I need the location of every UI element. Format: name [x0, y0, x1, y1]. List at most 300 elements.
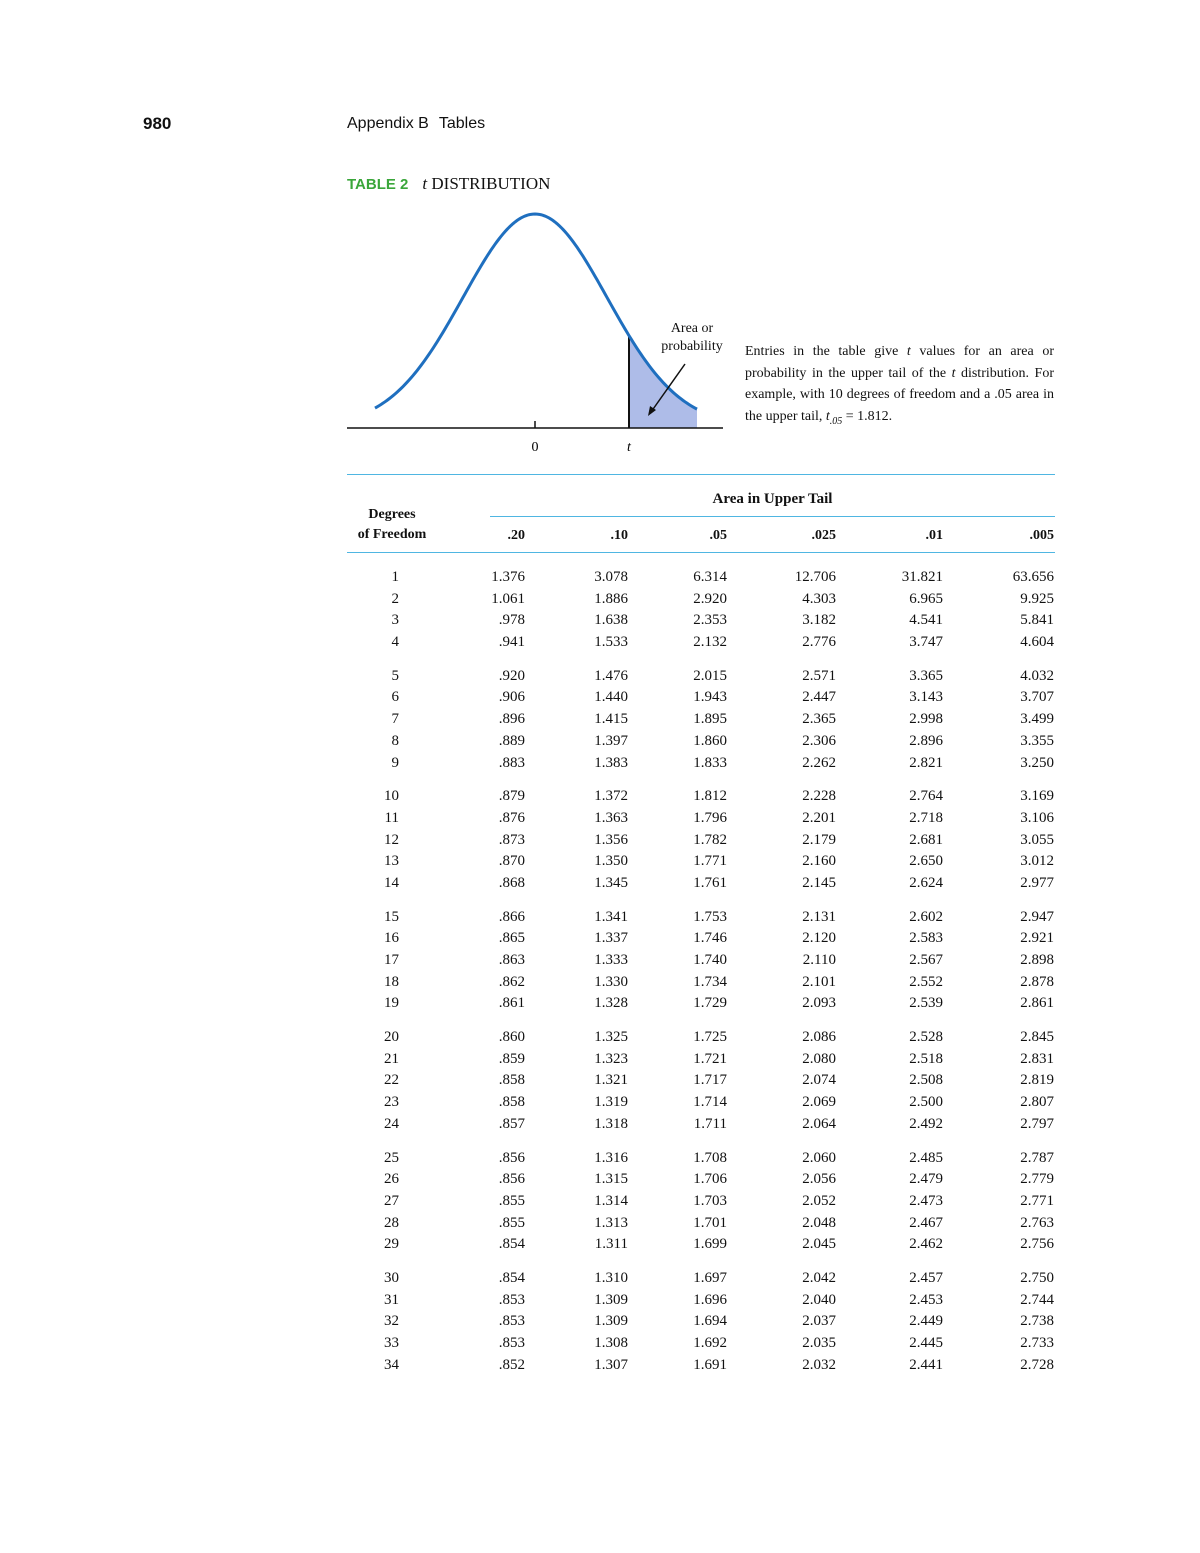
t-value-cell: 63.656: [1012, 569, 1054, 585]
table-row: [347, 1355, 1055, 1377]
t-value-cell: .863: [498, 952, 525, 968]
t-value-cell: 2.624: [909, 874, 943, 891]
table-row: [347, 687, 1055, 709]
t-value-cell: 2.064: [802, 1115, 836, 1132]
table-row: [347, 1333, 1055, 1355]
t-value-cell: 2.567: [909, 952, 943, 968]
degrees-of-freedom-header: [347, 505, 437, 545]
t-value-cell: .873: [498, 831, 525, 848]
table-row: [347, 873, 1055, 895]
t-value-cell: 1.812: [693, 788, 727, 805]
t-value-cell: 4.541: [909, 612, 943, 629]
t-value-cell: 1.860: [693, 732, 727, 749]
degrees-of-freedom-cell: 29: [384, 1236, 399, 1253]
t-value-cell: 1.717: [693, 1072, 727, 1089]
t-value-cell: 2.052: [802, 1192, 836, 1209]
area-label-line2: probability: [661, 339, 723, 354]
t-value-cell: 1.356: [594, 831, 628, 848]
degrees-of-freedom-cell: 21: [384, 1050, 399, 1067]
t-value-cell: 2.718: [909, 809, 943, 826]
t-value-cell: 2.845: [1020, 1029, 1054, 1046]
t-value-cell: 2.228: [802, 788, 836, 805]
t-value-cell: 1.476: [594, 667, 628, 684]
row-group: [347, 786, 1055, 894]
table-label: TABLE 2: [347, 176, 409, 193]
t-value-cell: 2.040: [802, 1291, 836, 1308]
t-value-cell: 2.457: [909, 1269, 943, 1286]
degrees-of-freedom-cell: 7: [391, 711, 399, 728]
t-value-cell: 2.449: [909, 1313, 943, 1330]
t-value-cell: .858: [498, 1094, 525, 1111]
degrees-of-freedom-cell: 27: [384, 1192, 399, 1209]
t-value-cell: 2.179: [802, 831, 836, 848]
t-value-cell: 2.037: [802, 1313, 836, 1330]
t-value-cell: 2.583: [909, 930, 943, 947]
table-row: [347, 786, 1055, 808]
t-value-cell: .865: [498, 930, 525, 947]
t-value-cell: .860: [498, 1029, 525, 1046]
t-value-cell: 2.015: [693, 667, 727, 684]
t-value-cell: 1.376: [491, 569, 525, 585]
table-row: [347, 1191, 1055, 1213]
degrees-of-freedom-cell: 9: [391, 754, 399, 771]
axis-zero-label: 0: [531, 440, 539, 455]
row-group: [347, 567, 1055, 654]
t-value-table-body: [347, 567, 1055, 1388]
t-value-cell: 1.697: [693, 1269, 727, 1286]
note-example-t: t: [825, 408, 830, 424]
t-value-cell: 2.473: [909, 1192, 943, 1209]
t-value-cell: 3.055: [1020, 831, 1054, 848]
t-value-cell: 2.539: [909, 995, 943, 1012]
t-value-cell: 1.313: [594, 1214, 628, 1231]
header-bottom-rule: [347, 552, 1055, 553]
t-value-cell: 4.604: [1020, 634, 1054, 651]
t-value-cell: 2.462: [909, 1236, 943, 1253]
t-value-cell: 2.728: [1020, 1356, 1054, 1373]
t-value-cell: 2.467: [909, 1214, 943, 1231]
table-row: [347, 907, 1055, 929]
area-or-probability-label: [646, 320, 738, 356]
t-value-cell: 9.925: [1020, 590, 1054, 607]
t-value-cell: 2.878: [1020, 973, 1054, 990]
degrees-of-freedom-cell: 20: [384, 1029, 399, 1046]
t-value-cell: 1.341: [594, 908, 628, 925]
t-value-cell: 1.714: [693, 1094, 727, 1111]
degrees-of-freedom-cell: 31: [384, 1291, 399, 1308]
t-value-cell: 1.703: [693, 1192, 727, 1209]
t-value-cell: .856: [498, 1171, 525, 1188]
t-value-cell: 1.310: [594, 1269, 628, 1286]
degrees-of-freedom-cell: 34: [384, 1356, 399, 1373]
t-value-cell: 1.691: [693, 1356, 727, 1373]
t-value-cell: 1.330: [594, 973, 628, 990]
t-value-cell: .853: [498, 1291, 525, 1308]
t-value-cell: 2.977: [1020, 874, 1054, 891]
degrees-of-freedom-cell: 1: [391, 569, 399, 585]
t-value-cell: 2.485: [909, 1149, 943, 1166]
t-value-cell: 2.500: [909, 1094, 943, 1111]
t-value-cell: 1.886: [594, 590, 628, 607]
top-rule: [347, 474, 1055, 475]
t-value-cell: 1.316: [594, 1149, 628, 1166]
table-explanation-note: [745, 341, 1054, 432]
row-group: [347, 1148, 1055, 1256]
t-value-cell: 3.365: [909, 667, 943, 684]
column-header-1: .10: [610, 528, 628, 543]
t-value-cell: .920: [498, 667, 525, 684]
degrees-of-freedom-cell: 13: [384, 853, 399, 870]
t-value-cell: 1.345: [594, 874, 628, 891]
degrees-of-freedom-cell: 17: [384, 952, 399, 968]
table-row: [347, 567, 1055, 589]
column-header-0: .20: [507, 528, 525, 543]
t-value-cell: 3.078: [594, 569, 628, 585]
row-group: [347, 1268, 1055, 1376]
t-value-cell: 2.861: [1020, 995, 1054, 1012]
degrees-of-freedom-cell: 30: [384, 1269, 399, 1286]
t-value-cell: .876: [498, 809, 525, 826]
t-value-cell: 1.333: [594, 952, 628, 968]
t-value-cell: 3.143: [909, 689, 943, 706]
t-value-cell: 2.602: [909, 908, 943, 925]
degrees-of-freedom-cell: 16: [384, 930, 399, 947]
column-header-4: .01: [925, 528, 943, 543]
t-value-cell: 1.319: [594, 1094, 628, 1111]
t-value-cell: 6.965: [909, 590, 943, 607]
t-value-cell: 1.372: [594, 788, 628, 805]
t-value-cell: .858: [498, 1072, 525, 1089]
degrees-of-freedom-cell: 3: [391, 612, 399, 629]
degrees-of-freedom-cell: 22: [384, 1072, 399, 1089]
t-value-cell: 1.315: [594, 1171, 628, 1188]
t-value-cell: 2.819: [1020, 1072, 1054, 1089]
t-value-cell: 2.787: [1020, 1149, 1054, 1166]
t-value-cell: .941: [498, 634, 525, 651]
table-row: [347, 589, 1055, 611]
row-group: [347, 907, 1055, 1015]
table-row: [347, 1027, 1055, 1049]
t-value-cell: 2.920: [693, 590, 727, 607]
note-italic-t2: t: [951, 365, 956, 381]
table-row: [347, 1290, 1055, 1312]
table-row: [347, 709, 1055, 731]
t-value-cell: .866: [498, 908, 525, 925]
table-row: [347, 993, 1055, 1015]
table-row: [347, 1092, 1055, 1114]
t-value-cell: .889: [498, 732, 525, 749]
table-row: [347, 1234, 1055, 1256]
t-value-cell: 2.681: [909, 831, 943, 848]
t-value-cell: 2.921: [1020, 930, 1054, 947]
t-value-cell: 2.898: [1020, 952, 1054, 968]
table-row: [347, 666, 1055, 688]
t-value-cell: 1.771: [693, 853, 727, 870]
t-value-cell: 1.943: [693, 689, 727, 706]
t-value-cell: .862: [498, 973, 525, 990]
t-value-cell: 1.440: [594, 689, 628, 706]
t-value-cell: 2.733: [1020, 1335, 1054, 1351]
degrees-of-freedom-cell: 4: [391, 634, 399, 651]
t-value-cell: 2.365: [802, 711, 836, 728]
t-value-cell: 1.309: [594, 1313, 628, 1330]
t-value-cell: 2.552: [909, 973, 943, 990]
t-value-cell: 2.032: [802, 1356, 836, 1373]
t-value-cell: 1.321: [594, 1072, 628, 1089]
t-value-cell: 2.262: [802, 754, 836, 771]
t-value-cell: 1.833: [693, 754, 727, 771]
t-value-cell: 3.182: [802, 612, 836, 629]
t-value-cell: 1.533: [594, 634, 628, 651]
t-value-cell: 1.337: [594, 930, 628, 947]
dof-header-line1: Degrees: [368, 507, 416, 522]
t-value-cell: 1.638: [594, 612, 628, 629]
degrees-of-freedom-cell: 14: [384, 874, 399, 891]
table-row: [347, 808, 1055, 830]
t-value-cell: 2.831: [1020, 1050, 1054, 1067]
table-row: [347, 1213, 1055, 1235]
t-value-cell: 1.415: [594, 711, 628, 728]
t-value-cell: 2.738: [1020, 1313, 1054, 1330]
t-value-cell: .896: [498, 711, 525, 728]
t-value-cell: 2.441: [909, 1356, 943, 1373]
t-value-cell: 1.308: [594, 1335, 628, 1351]
note-part3: distribution. For example, with 10 degrees of freedom and a .05 area in the upper tail,: [745, 365, 1054, 424]
degrees-of-freedom-cell: 19: [384, 995, 399, 1012]
t-value-cell: 3.355: [1020, 732, 1054, 749]
t-value-cell: 1.325: [594, 1029, 628, 1046]
table-row: [347, 950, 1055, 972]
t-value-cell: 2.763: [1020, 1214, 1054, 1231]
t-value-cell: .859: [498, 1050, 525, 1067]
area-label-line1: Area or: [670, 321, 714, 336]
note-part2: values for an area or probability in the upper tail of the: [745, 344, 1054, 381]
t-value-cell: .861: [498, 995, 525, 1012]
t-value-cell: .868: [498, 874, 525, 891]
degrees-of-freedom-cell: 15: [384, 908, 399, 925]
t-value-cell: 2.571: [802, 667, 836, 684]
table-row: [347, 731, 1055, 753]
t-value-cell: 2.896: [909, 732, 943, 749]
t-value-cell: 2.306: [802, 732, 836, 749]
t-value-cell: 2.101: [802, 973, 836, 990]
degrees-of-freedom-cell: 2: [391, 590, 399, 607]
t-value-cell: 1.706: [693, 1171, 727, 1188]
t-value-cell: 1.694: [693, 1313, 727, 1330]
t-value-cell: 5.841: [1020, 612, 1054, 629]
t-value-cell: 2.132: [693, 634, 727, 651]
t-value-cell: 1.708: [693, 1149, 727, 1166]
t-value-cell: 2.145: [802, 874, 836, 891]
t-value-cell: .883: [498, 754, 525, 771]
t-value-cell: 1.309: [594, 1291, 628, 1308]
degrees-of-freedom-cell: 8: [391, 732, 399, 749]
note-part1: Entries in the table give: [745, 344, 907, 359]
t-value-cell: 2.201: [802, 809, 836, 826]
table-row: [347, 972, 1055, 994]
t-value-cell: 1.740: [693, 952, 727, 968]
t-value-cell: 1.753: [693, 908, 727, 925]
table-row: [347, 830, 1055, 852]
t-value-cell: .855: [498, 1192, 525, 1209]
t-value-cell: .870: [498, 853, 525, 870]
t-value-cell: 3.169: [1020, 788, 1054, 805]
t-value-cell: 2.764: [909, 788, 943, 805]
t-value-cell: 4.032: [1020, 667, 1054, 684]
t-value-cell: .856: [498, 1149, 525, 1166]
t-value-cell: .854: [498, 1236, 525, 1253]
t-value-cell: 3.250: [1020, 754, 1054, 771]
t-value-cell: 6.314: [693, 569, 727, 585]
degrees-of-freedom-cell: 12: [384, 831, 399, 848]
column-header-5: .005: [1029, 528, 1054, 543]
t-value-cell: 2.445: [909, 1335, 943, 1351]
t-value-cell: .978: [498, 612, 525, 629]
area-header-rule: [490, 516, 1055, 517]
table-row: [347, 1070, 1055, 1092]
t-value-cell: .853: [498, 1313, 525, 1330]
degrees-of-freedom-cell: 6: [391, 689, 399, 706]
t-value-cell: 2.080: [802, 1050, 836, 1067]
t-value-cell: 2.045: [802, 1236, 836, 1253]
t-value-cell: 1.328: [594, 995, 628, 1012]
table-title: [347, 174, 550, 194]
t-value-cell: .852: [498, 1356, 525, 1373]
t-value-cell: 1.314: [594, 1192, 628, 1209]
t-value-cell: 3.012: [1020, 853, 1054, 870]
row-group: [347, 1027, 1055, 1135]
axis-t-label: t: [627, 440, 631, 455]
degrees-of-freedom-cell: 23: [384, 1094, 399, 1111]
t-value-cell: 1.397: [594, 732, 628, 749]
table-row: [347, 1311, 1055, 1333]
running-head-part: Appendix B: [347, 115, 429, 132]
t-value-cell: 2.492: [909, 1115, 943, 1132]
t-value-cell: 1.701: [693, 1214, 727, 1231]
page-number: 980: [143, 114, 172, 133]
degrees-of-freedom-cell: 11: [384, 809, 399, 826]
t-value-cell: 31.821: [901, 569, 943, 585]
row-group: [347, 666, 1055, 774]
table-row: [347, 753, 1055, 775]
t-value-cell: 1.782: [693, 831, 727, 848]
t-value-cell: 1.061: [491, 590, 525, 607]
t-value-cell: 2.453: [909, 1291, 943, 1308]
degrees-of-freedom-cell: 5: [391, 667, 399, 684]
t-value-cell: 2.998: [909, 711, 943, 728]
running-head-section: Tables: [438, 115, 486, 132]
t-value-cell: 1.721: [693, 1050, 727, 1067]
degrees-of-freedom-cell: 32: [384, 1313, 399, 1330]
t-value-cell: 2.035: [802, 1335, 836, 1351]
note-italic-t1: t: [906, 344, 911, 359]
t-value-cell: 1.761: [693, 874, 727, 891]
t-value-cell: 2.779: [1020, 1171, 1054, 1188]
t-value-cell: .906: [498, 689, 525, 706]
t-value-cell: 2.086: [802, 1029, 836, 1046]
t-value-cell: 2.056: [802, 1171, 836, 1188]
table-row: [347, 1148, 1055, 1170]
t-value-cell: 2.947: [1020, 908, 1054, 925]
t-value-cell: .879: [498, 788, 525, 805]
table-row: [347, 851, 1055, 873]
t-value-cell: 4.303: [802, 590, 836, 607]
table-row: [347, 1049, 1055, 1071]
t-value-cell: 2.821: [909, 754, 943, 771]
table-row: [347, 632, 1055, 654]
t-value-cell: 1.318: [594, 1115, 628, 1132]
t-value-cell: 3.106: [1020, 809, 1054, 826]
t-value-cell: 1.746: [693, 930, 727, 947]
note-example-value: = 1.812.: [842, 408, 893, 424]
t-value-cell: 2.110: [802, 952, 836, 968]
t-value-cell: 1.725: [693, 1029, 727, 1046]
dof-header-line2: of Freedom: [357, 527, 427, 542]
degrees-of-freedom-cell: 28: [384, 1214, 399, 1231]
t-value-cell: 1.350: [594, 853, 628, 870]
degrees-of-freedom-cell: 25: [384, 1149, 399, 1166]
t-value-cell: 2.744: [1020, 1291, 1054, 1308]
t-value-cell: 1.699: [693, 1236, 727, 1253]
t-value-cell: 2.093: [802, 995, 836, 1012]
t-value-cell: 2.120: [802, 930, 836, 947]
t-value-cell: 1.692: [693, 1335, 727, 1351]
t-value-cell: 2.060: [802, 1149, 836, 1166]
t-value-cell: 2.508: [909, 1072, 943, 1089]
degrees-of-freedom-cell: 10: [384, 788, 399, 805]
t-value-cell: 2.771: [1020, 1192, 1054, 1209]
t-value-cell: 3.707: [1020, 689, 1054, 706]
t-value-cell: 2.069: [802, 1094, 836, 1111]
t-value-cell: 2.650: [909, 853, 943, 870]
t-value-cell: 1.307: [594, 1356, 628, 1373]
note-example-subscript: .05: [829, 415, 843, 427]
t-value-cell: 3.499: [1020, 711, 1054, 728]
degrees-of-freedom-cell: 33: [384, 1335, 399, 1351]
t-value-cell: .854: [498, 1269, 525, 1286]
t-value-cell: 1.729: [693, 995, 727, 1012]
t-value-cell: 1.363: [594, 809, 628, 826]
t-value-cell: 2.528: [909, 1029, 943, 1046]
table-row: [347, 928, 1055, 950]
degrees-of-freedom-cell: 18: [384, 973, 399, 990]
t-value-cell: 1.323: [594, 1050, 628, 1067]
t-value-cell: .855: [498, 1214, 525, 1231]
table-row: [347, 1169, 1055, 1191]
t-value-cell: 1.895: [693, 711, 727, 728]
t-value-cell: 2.353: [693, 612, 727, 629]
t-value-cell: 1.696: [693, 1291, 727, 1308]
t-value-cell: 2.797: [1020, 1115, 1054, 1132]
t-value-cell: 12.706: [794, 569, 836, 585]
t-value-cell: 2.756: [1020, 1236, 1054, 1253]
t-value-cell: 3.747: [909, 634, 943, 651]
t-value-cell: 2.750: [1020, 1269, 1054, 1286]
t-value-cell: 2.042: [802, 1269, 836, 1286]
t-value-cell: 2.518: [909, 1050, 943, 1067]
t-value-cell: 2.479: [909, 1171, 943, 1188]
t-value-cell: 1.311: [594, 1236, 628, 1253]
running-head: [347, 115, 485, 133]
t-value-cell: 2.048: [802, 1214, 836, 1231]
t-value-cell: .853: [498, 1335, 525, 1351]
table-title-text: DISTRIBUTION: [431, 174, 551, 193]
column-header-2: .05: [709, 528, 727, 543]
t-value-cell: 1.711: [693, 1115, 727, 1132]
t-value-cell: 2.776: [802, 634, 836, 651]
t-value-cell: 1.796: [693, 809, 727, 826]
degrees-of-freedom-cell: 24: [384, 1115, 399, 1132]
